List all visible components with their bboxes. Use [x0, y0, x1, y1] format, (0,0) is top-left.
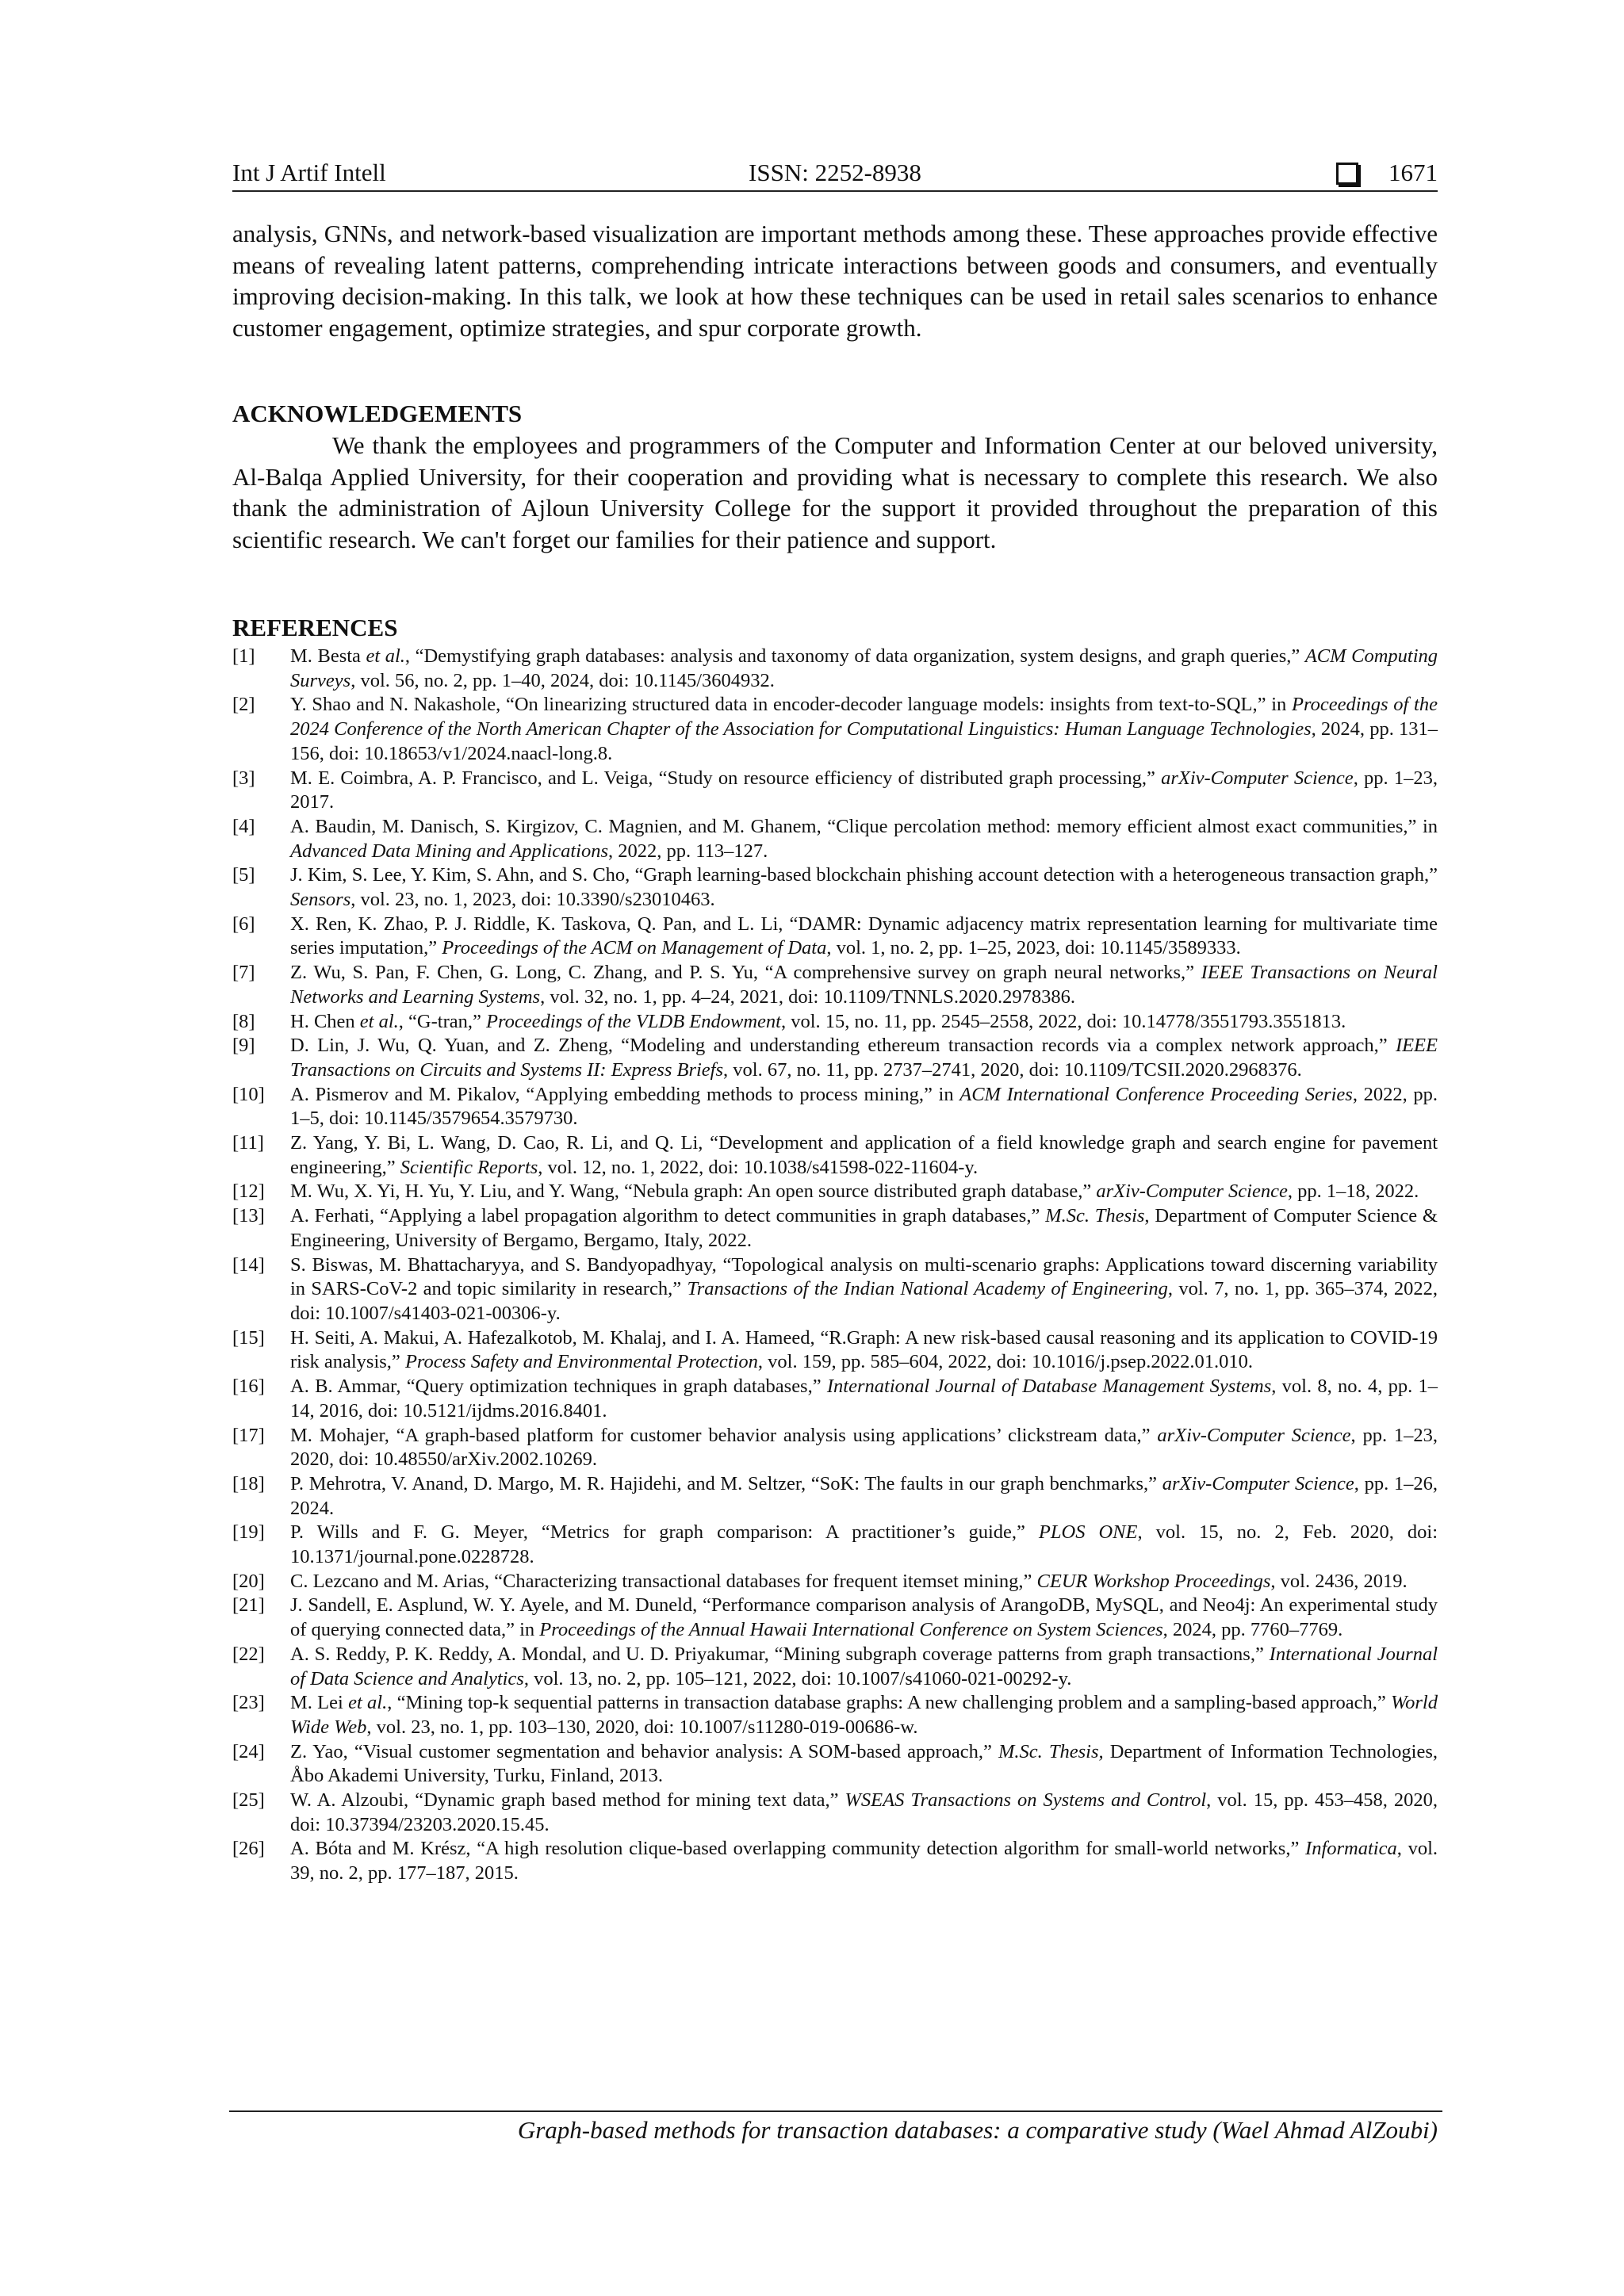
reference-text: , vol. 15, no. 11, pp. 2545–2558, 2022, doi: 10.14778/3551793.3551813. [780, 1010, 1346, 1032]
reference-number: [4] [232, 815, 255, 837]
reference-item [232, 1424, 1438, 1472]
reference-venue: arXiv-Computer Science [1096, 1181, 1288, 1203]
reference-text: H. Chen [290, 1010, 360, 1032]
references-heading: REFERENCES [232, 614, 398, 641]
reference-text: , vol. 23, no. 1, pp. 103–130, 2020, doi: 10.1007/s11280-019-00686-w. [366, 1716, 918, 1738]
reference-list [232, 645, 1438, 1886]
reference-text: Department of Information Technologies, Åbo Akademi University, Turku, Finland, 2013. [290, 1740, 1438, 1787]
reference-venue: Transactions of the Indian National Academy of Engineering [687, 1278, 1168, 1300]
reference-number: [15] [232, 1326, 265, 1349]
reference-text: , vol. 39, no. 2, pp. 177–187, 2015. [290, 1838, 1438, 1885]
reference-venue: Proceedings of the Annual Hawaii International Conference on System Sciences [539, 1619, 1163, 1641]
reference-italic: et al. [359, 1010, 399, 1032]
reference-number: [12] [232, 1181, 265, 1203]
reference-text: , “Mining top-k sequential patterns in transaction database graphs: A new challenging problem and a sampling-based approach,” [387, 1692, 1391, 1714]
reference-text: W. A. Alzoubi, “Dynamic graph based method for mining text data,” [290, 1789, 845, 1812]
reference-text: , pp. 1–23, 2017. [290, 767, 1438, 813]
reference-text: , pp. 1–18, 2022. [1287, 1181, 1419, 1203]
acknowledgements-body: We thank the employees and programmers of the Computer and Information Center at our beloved university, Al-Balqa Applied University, for their cooperation and providing what is necessary to complete this research. We also thank the administration of Ajloun University College for the support it provided throughout the preparation of this scientific research. We can't forget our families for their patience and support. [232, 431, 1438, 553]
reference-item [232, 1034, 1438, 1082]
reference-text: , “Demystifying graph databases: analysis and taxonomy of data organization, system designs, and graph queries,” [404, 645, 1305, 667]
reference-text: J. Kim, S. Lee, Y. Kim, S. Ahn, and S. Cho, “Graph learning-based blockchain phishing account detection with a heterogeneous transaction graph,” [290, 864, 1438, 886]
reference-text: J. Sandell, E. Asplund, W. Y. Ayele, and M. Duneld, “Performance comparison analysis of ArangoDB, MySQL, and Neo4j: An experimental study of querying connected data,” in [290, 1594, 1438, 1641]
reference-item [232, 1740, 1438, 1789]
reference-item [232, 767, 1438, 815]
reference-item [232, 1472, 1438, 1521]
reference-item [232, 693, 1438, 766]
reference-number: [13] [232, 1205, 265, 1227]
reference-venue: IEEE Transactions on Circuits and Systems II: Express Briefs [290, 1035, 1438, 1081]
reference-venue: International Journal of Data Science and Analytics [290, 1643, 1438, 1689]
reference-number: [6] [232, 913, 255, 935]
reference-item [232, 1204, 1438, 1253]
reference-text: Z. Yao, “Visual customer segmentation and behavior analysis: A SOM-based approach,” [290, 1740, 999, 1762]
reference-number: [18] [232, 1472, 265, 1494]
reference-text: M. Besta [290, 645, 366, 667]
reference-text: , vol. 23, no. 1, 2023, doi: 10.3390/s23010463. [350, 889, 715, 911]
reference-text: , vol. 15, pp. 453–458, 2020, doi: 10.37394/23203.2020.15.45. [290, 1789, 1438, 1835]
reference-italic: et al. [348, 1692, 388, 1714]
reference-number: [1] [232, 645, 255, 667]
journal-name: Int J Artif Intell [232, 159, 386, 186]
reference-item [232, 1253, 1438, 1326]
reference-text: M. Lei [290, 1692, 349, 1714]
reference-venue: Proceedings of the 2024 Conference of the North American Chapter of the Association for Computational Linguistics: Human Language Technologies [290, 694, 1438, 740]
reference-venue: arXiv-Computer Science [1162, 1472, 1354, 1494]
reference-text: , vol. 56, no. 2, pp. 1–40, 2024, doi: 10.1145/3604932. [350, 669, 775, 691]
reference-text: , 2022, pp. 113–127. [608, 840, 768, 862]
reference-number: [20] [232, 1570, 265, 1592]
reference-number: [8] [232, 1010, 255, 1032]
reference-text: A. Baudin, M. Danisch, S. Kirgizov, C. Magnien, and M. Ghanem, “Clique percolation method: memory efficient almost exact communities,” in [290, 815, 1438, 837]
reference-text: M. Wu, X. Yi, H. Yu, Y. Liu, and Y. Wang, “Nebula graph: An open source distributed graph database,” [290, 1181, 1097, 1203]
reference-text: A. B. Ammar, “Query optimization techniques in graph databases,” [290, 1376, 827, 1398]
reference-number: [17] [232, 1424, 265, 1446]
reference-venue: WSEAS Transactions on Systems and Control [845, 1789, 1207, 1812]
reference-venue: Sensors [290, 889, 351, 911]
reference-number: [9] [232, 1035, 255, 1057]
reference-item [232, 961, 1438, 1009]
hollow-square-icon [1336, 163, 1358, 185]
reference-text: S. Biswas, M. Bhattacharyya, and S. Bandyopadhyay, “Topological analysis on multi-scenario graphs: Applications toward discerning variability in SARS-CoV-2 and topic similarity in research,” [290, 1253, 1438, 1300]
reference-text: Y. Shao and N. Nakashole, “On linearizing structured data in encoder-decoder language models: insights from text-to-SQL,” in [290, 694, 1293, 716]
reference-text: , pp. 1–23, 2020, doi: 10.48550/arXiv.2002.10269. [290, 1424, 1438, 1471]
reference-text: X. Ren, K. Zhao, P. J. Riddle, K. Taskova, Q. Pan, and L. Li, “DAMR: Dynamic adjacency matrix representation learning for multivariate time series imputation,” [290, 913, 1438, 959]
reference-venue: ACM Computing Surveys [290, 645, 1438, 691]
paper-page [232, 0, 1438, 2296]
reference-text: D. Lin, J. Wu, Q. Yuan, and Z. Zheng, “Modeling and understanding ethereum transaction records via a complex network approach,” [290, 1035, 1396, 1057]
reference-number: [5] [232, 864, 255, 886]
reference-number: [11] [232, 1132, 264, 1154]
reference-text: , vol. 8, no. 4, pp. 1–14, 2016, doi: 10.5121/ijdms.2016.8401. [290, 1376, 1438, 1422]
reference-text: A. Pismerov and M. Pikalov, “Applying embedding methods to process mining,” in [290, 1083, 960, 1105]
reference-item [232, 1837, 1438, 1885]
reference-text: M. Mohajer, “A graph-based platform for customer behavior analysis using applications’ clickstream data,” [290, 1424, 1158, 1446]
reference-text: , pp. 1–26, 2024. [290, 1472, 1438, 1519]
reference-item [232, 863, 1438, 912]
reference-number: [2] [232, 694, 255, 716]
reference-venue: World Wide Web [290, 1692, 1438, 1738]
reference-number: [26] [232, 1838, 265, 1860]
reference-venue: arXiv-Computer Science [1161, 767, 1354, 789]
reference-number: [3] [232, 767, 255, 789]
reference-number: [24] [232, 1740, 265, 1762]
reference-venue: IEEE Transactions on Neural Networks and Learning Systems [290, 962, 1438, 1008]
reference-item [232, 1375, 1438, 1423]
reference-item [232, 1010, 1438, 1035]
reference-venue: CEUR Workshop Proceedings [1036, 1570, 1271, 1592]
reference-item [232, 1083, 1438, 1131]
reference-text: , vol. 13, no. 2, pp. 105–121, 2022, doi: 10.1007/s41060-021-00292-y. [523, 1667, 1072, 1689]
reference-text: A. Ferhati, “Applying a label propagation algorithm to detect communities in graph databases,” [290, 1205, 1046, 1227]
reference-number: [25] [232, 1789, 265, 1812]
reference-number: [21] [232, 1594, 265, 1617]
reference-text: , vol. 67, no. 11, pp. 2737–2741, 2020, doi: 10.1109/TCSII.2020.2968376. [723, 1058, 1302, 1081]
reference-text: M. E. Coimbra, A. P. Francisco, and L. Veiga, “Study on resource efficiency of distributed graph processing,” [290, 767, 1162, 789]
reference-text: , vol. 12, no. 1, 2022, doi: 10.1038/s41598-022-11604-y. [538, 1156, 979, 1178]
reference-text: A. S. Reddy, P. K. Reddy, A. Mondal, and U. D. Priyakumar, “Mining subgraph coverage patterns from graph transactions,” [290, 1643, 1270, 1665]
reference-text: C. Lezcano and M. Arias, “Characterizing transactional databases for frequent itemset mining,” [290, 1570, 1037, 1592]
reference-text: P. Mehrotra, V. Anand, D. Margo, M. R. Hajidehi, and M. Seltzer, “SoK: The faults in our graph benchmarks,” [290, 1472, 1162, 1494]
reference-text: Z. Yang, Y. Bi, L. Wang, D. Cao, R. Li, and Q. Li, “Development and application of a field knowledge graph and search engine for pavement engineering,” [290, 1132, 1438, 1178]
reference-italic: et al. [366, 645, 405, 667]
page-number: 1671 [1388, 159, 1438, 186]
reference-number: [10] [232, 1083, 265, 1105]
reference-text: , 2024, pp. 131–156, doi: 10.18653/v1/2024.naacl-long.8. [290, 718, 1438, 764]
reference-text: , vol. 1, no. 2, pp. 1–25, 2023, doi: 10.1145/3589333. [826, 937, 1241, 959]
reference-number: [14] [232, 1253, 265, 1276]
reference-text: , 2022, pp. 1–5, doi: 10.1145/3579654.3579730. [290, 1083, 1438, 1130]
reference-item [232, 1570, 1438, 1594]
reference-text: , vol. 2436, 2019. [1270, 1570, 1408, 1592]
reference-text: , vol. 7, no. 1, pp. 365–374, 2022, doi: 10.1007/s41403-021-00306-y. [290, 1278, 1438, 1324]
reference-item [232, 1594, 1438, 1642]
reference-text: , “G-tran,” [398, 1010, 486, 1032]
reference-item [232, 913, 1438, 961]
reference-item [232, 1180, 1438, 1204]
reference-venue: Scientific Reports [400, 1156, 538, 1178]
reference-text: H. Seiti, A. Makui, A. Hafezalkotob, M. Khalaj, and I. A. Hameed, “R.Graph: A new risk-based causal reasoning and its application to COVID-19 risk analysis,” [290, 1326, 1438, 1373]
reference-text: , 2024, pp. 7760–7769. [1162, 1619, 1343, 1641]
reference-text: , Department of Computer Science & Engineering, University of Bergamo, Bergamo, Italy, 2022. [290, 1205, 1438, 1251]
reference-venue: M.Sc. Thesis [1045, 1205, 1145, 1227]
reference-item [232, 815, 1438, 863]
reference-number: [23] [232, 1692, 265, 1714]
reference-item [232, 1691, 1438, 1739]
reference-text: , vol. 15, no. 2, Feb. 2020, doi: 10.1371/journal.pone.0228728. [290, 1521, 1438, 1568]
reference-venue: Informatica [1305, 1838, 1397, 1860]
reference-item [232, 645, 1438, 693]
reference-venue: International Journal of Database Management Systems [826, 1376, 1272, 1398]
reference-venue: Advanced Data Mining and Applications [290, 840, 609, 862]
reference-venue: PLOS ONE [1038, 1521, 1138, 1544]
reference-text: A. Bóta and M. Krész, “A high resolution clique-based overlapping community detection algorithm for small-world networks,” [290, 1838, 1306, 1860]
reference-venue: Proceedings of the VLDB Endowment [486, 1010, 781, 1032]
page-header [232, 155, 1438, 192]
intro-paragraph: analysis, GNNs, and network-based visualization are important methods among these. These approaches provide effective means of revealing latent patterns, comprehending intricate interactions between goods and consumers, and eventually improving decision-making. In this talk, we look at how these techniques can be used in retail sales scenarios to enhance customer engagement, optimize strategies, and spur corporate growth. [232, 220, 1438, 342]
reference-venue: ACM International Conference Proceeding Series [959, 1083, 1353, 1105]
reference-text: Z. Wu, S. Pan, F. Chen, G. Long, C. Zhang, and P. S. Yu, “A comprehensive survey on graph neural networks,” [290, 962, 1201, 984]
reference-venue: Proceedings of the ACM on Management of Data [442, 937, 827, 959]
reference-venue: Process Safety and Environmental Protection [404, 1351, 758, 1373]
reference-text: P. Wills and F. G. Meyer, “Metrics for graph comparison: A practitioner’s guide,” [290, 1521, 1039, 1544]
acknowledgements-heading: ACKNOWLEDGEMENTS [232, 400, 523, 427]
page-footer: Graph-based methods for transaction databases: a comparative study (Wael Ahmad AlZoubi) [517, 2116, 1438, 2144]
reference-number: [22] [232, 1643, 265, 1665]
reference-number: [7] [232, 962, 255, 984]
reference-item [232, 1643, 1438, 1691]
reference-number: [16] [232, 1376, 265, 1398]
reference-item [232, 1131, 1438, 1180]
reference-number: [19] [232, 1521, 265, 1544]
reference-venue: arXiv-Computer Science [1157, 1424, 1351, 1446]
reference-item [232, 1326, 1438, 1375]
reference-item [232, 1521, 1438, 1569]
issn-label: ISSN: 2252-8938 [749, 159, 921, 186]
reference-text: , vol. 159, pp. 585–604, 2022, doi: 10.1016/j.psep.2022.01.010. [757, 1351, 1253, 1373]
reference-venue: M.Sc. Thesis, [998, 1740, 1104, 1762]
reference-text: , vol. 32, no. 1, pp. 4–24, 2021, doi: 10.1109/TNNLS.2020.2978386. [540, 985, 1075, 1008]
reference-item [232, 1789, 1438, 1837]
footer-divider [229, 2110, 1442, 2112]
